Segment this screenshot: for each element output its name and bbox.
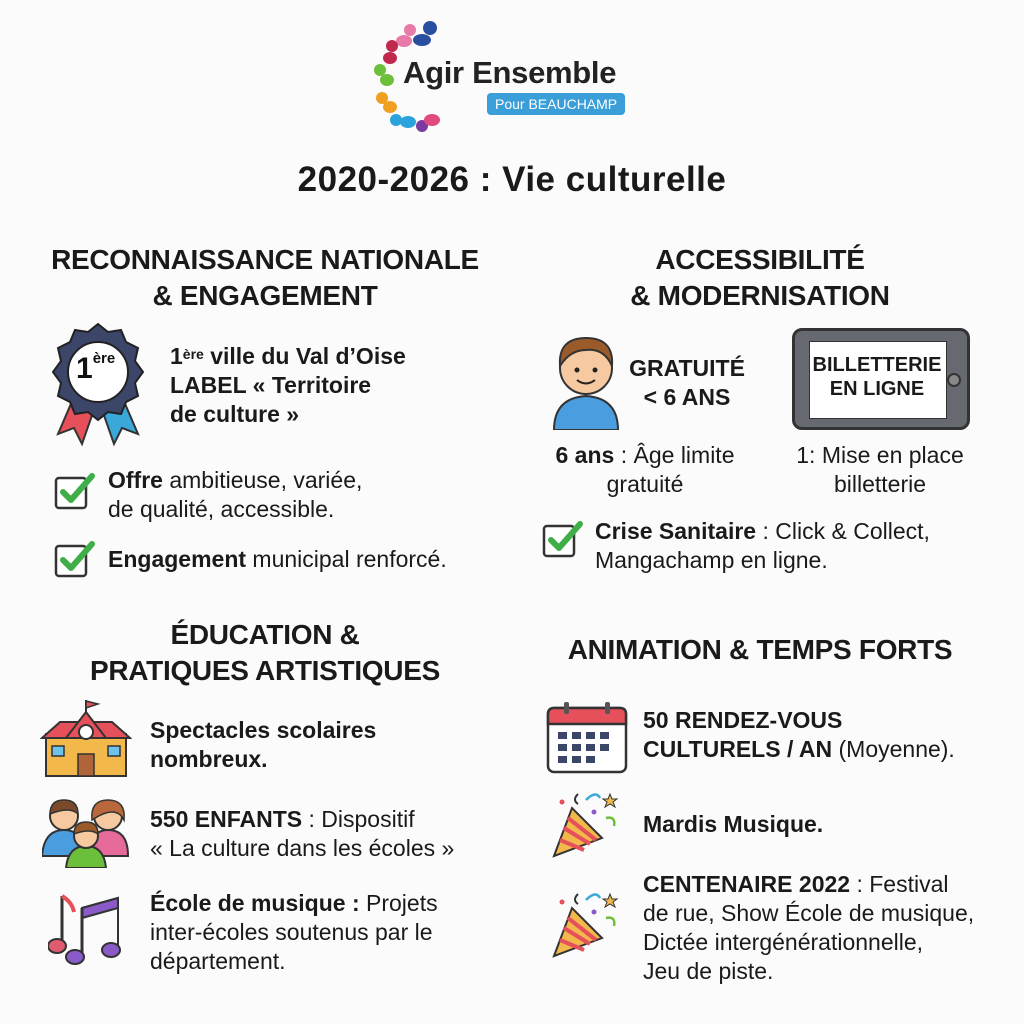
children-icon [42,796,130,868]
logo-title: Agir Ensemble [403,55,617,90]
check-icon [542,520,584,558]
page-title: 2020-2026 : Vie culturelle [297,160,727,199]
age-limit-text: 6 ans : Âge limite gratuité [555,442,735,497]
tablet-icon [792,328,970,430]
accessibility-section-title: ACCESSIBILITÉ & MODERNISATION [630,244,890,311]
school-shows-text: Spectacles scolaires nombreux. [150,717,377,772]
crisis-text: Crise Sanitaire : Click & Collect, Mangachamp en ligne. [595,518,930,573]
education-section-title: ÉDUCATION & PRATIQUES ARTISTIQUES [90,619,440,686]
cultural-events-text: 50 RENDEZ-VOUS CULTURELS / AN (Moyenne). [643,707,955,762]
logo-subtitle-badge: Pour BEAUCHAMP [487,93,625,115]
children-program-text: 550 ENFANTS : Dispositif « La culture dans les écoles » [150,806,455,861]
check-icon [54,472,96,510]
free-under-6-text: GRATUITÉ < 6 ANS [629,355,745,410]
music-notes-icon [48,890,122,966]
offer-text: Offre ambitieuse, variée, de qualité, accessible. [108,467,363,522]
ticketing-text: 1: Mise en place billetterie [796,442,964,497]
medal-icon: 1ère [50,322,146,448]
label-text: 1ère ville du Val d’Oise LABEL « Territoire de culture » [170,343,406,427]
engagement-text: Engagement municipal renforcé. [108,546,447,572]
party-popper-icon [550,788,622,860]
calendar-icon [546,700,628,774]
party-popper-icon [550,888,622,960]
animation-section-title: ANIMATION & TEMPS FORTS [567,634,953,665]
tablet-label-line1: BILLETTERIE [812,354,942,376]
check-icon [54,540,96,578]
music-school-text: École de musique : Projets inter-écoles soutenus par le département. [150,890,438,974]
tablet-label-line2: EN LIGNE [829,378,925,400]
centenary-text: CENTENAIRE 2022 : Festival de rue, Show École de musique, Dictée intergénérationnelle, Jeu de piste. [643,871,975,984]
child-icon [552,330,620,430]
school-icon [40,698,132,778]
mardis-musique-text: Mardis Musique. [643,811,824,837]
recognition-section-title: RECONNAISSANCE NATIONALE & ENGAGEMENT [51,244,479,311]
